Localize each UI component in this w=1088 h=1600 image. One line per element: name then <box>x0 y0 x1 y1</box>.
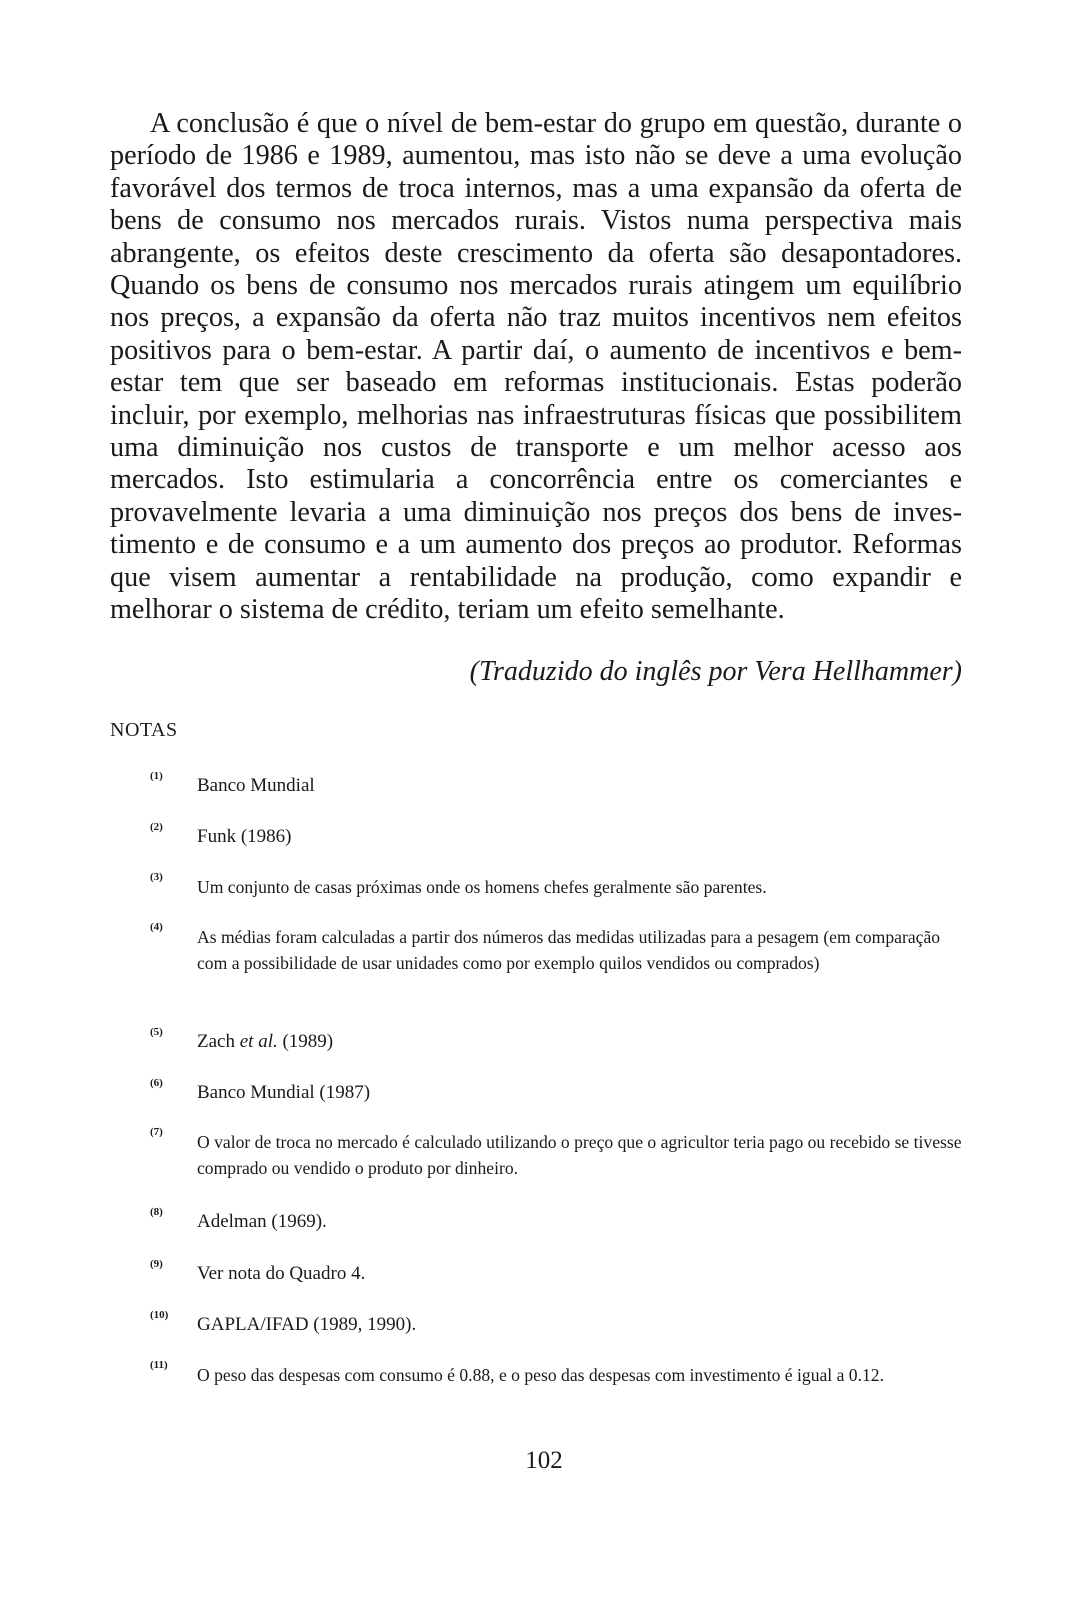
note-marker: (8) <box>150 1206 163 1218</box>
note-marker: (3) <box>150 871 163 883</box>
note-marker: (7) <box>150 1126 163 1138</box>
page-number: 102 <box>525 1447 563 1474</box>
note-marker: (11) <box>150 1359 168 1371</box>
note-marker: (5) <box>150 1026 163 1038</box>
note-text-italic: et al. <box>239 1031 278 1052</box>
note-text: Funk (1986) <box>197 826 292 847</box>
note-text: Banco Mundial (1987) <box>197 1082 371 1103</box>
note-text: GAPLA/IFAD (1989, 1990). <box>197 1314 417 1335</box>
note-text: As médias foram calculadas a partir dos números das medidas utilizadas para a pesagem (em comparação com a possibilidade de usar unidades como por exemplo quilos vendidos ou comprados) <box>197 927 941 973</box>
note-text-author: Zach <box>197 1031 240 1052</box>
note-text: Adelman (1969). <box>197 1211 327 1232</box>
note-marker: (6) <box>150 1077 163 1089</box>
note-text: Um conjunto de casas próximas onde os homens chefes geralmente são parentes. <box>197 877 767 897</box>
note-text: O peso das despesas com consumo é 0.88, e o peso das despesas com investimento é igual a 0.12. <box>197 1365 884 1385</box>
note-marker: (1) <box>150 770 163 782</box>
body-paragraph: A conclusão é que o nível de bem-estar do grupo em questão, durante o período de 1986 e 1989, aumentou, mas isto não se deve a uma evolução favorável dos termos de troca internos, mas a uma expansão da oferta de bens de consumo nos mercados rurais. Vistos numa perspectiva mais abrangente, os efeitos deste crescimento da oferta são desapontadores. Quando os bens de consumo nos mercados rurais atingem um equilíbrio nos preços, a expansão da oferta não traz muitos incentivos nem efeitos positivos para o bem-estar. A partir daí, o aumento de incentivos e bem-estar tem que ser baseado em reformas institucionais. Estas poderão incluir, por exemplo, melhorias nas infraestruturas físicas que possibilitem uma diminuição nos custos de transporte e um melhor acesso aos mercados. Isto estimularia a concorrência entre os comerciantes e provavelmente levaria a uma diminuição nos preços dos bens de investimento e de consumo e a um aumento dos preços ao produtor. Reformas que visem aumentar a rentabilidade na produção, como expandir e melhorar o sistema de crédito, teriam um efeito semelhante. <box>110 108 962 626</box>
note-text: O valor de troca no mercado é calculado utilizando o preço que o agricultor teria pago ou recebido se tivesse comprado ou vendido o produto por dinheiro. <box>197 1132 962 1178</box>
note-marker: (4) <box>150 921 163 933</box>
note-marker: (2) <box>150 821 163 833</box>
notes-heading: NOTAS <box>110 719 178 741</box>
note-text <box>197 1029 962 1055</box>
note-marker: (10) <box>150 1309 169 1321</box>
translation-credit: (Traduzido do inglês por Vera Hellhammer) <box>469 656 962 687</box>
note-text: Banco Mundial <box>197 775 315 796</box>
note-text-year: (1989) <box>277 1031 334 1052</box>
note-text: Ver nota do Quadro 4. <box>197 1263 366 1284</box>
note-marker: (9) <box>150 1258 163 1270</box>
